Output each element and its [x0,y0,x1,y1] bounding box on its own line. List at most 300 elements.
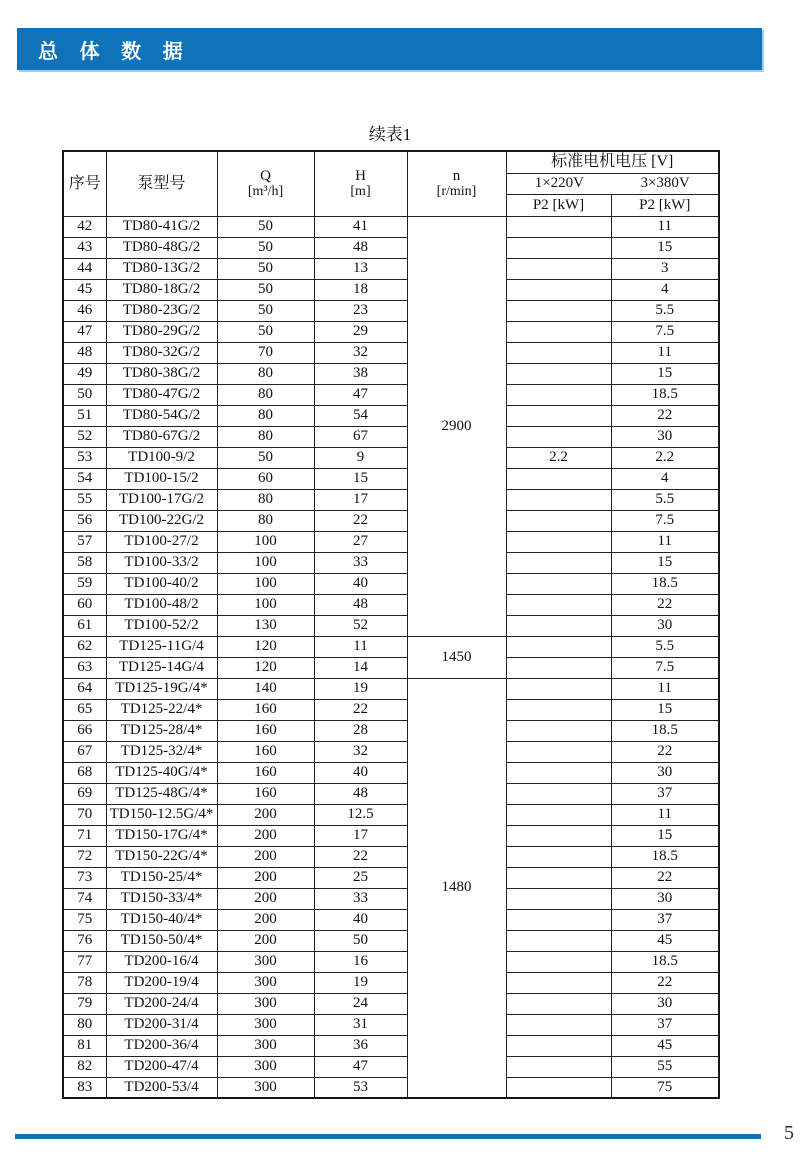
q-cell: 300 [217,972,314,993]
table-row [63,615,719,636]
voltage-220-label: 1×220V [534,175,585,192]
p2-220-cell [506,909,611,930]
pump-model-cell: TD80-23G/2 [106,300,217,321]
row-no-cell: 45 [63,279,106,300]
h-unit: [m] [350,184,371,200]
p2-380-cell: 3 [611,258,719,279]
p2-220-header: P2 [kW] [506,194,611,216]
page-number: 5 [784,1122,794,1144]
h-cell: 14 [314,657,407,678]
row-no-cell: 47 [63,321,106,342]
table-row [63,1056,719,1077]
row-no-cell: 78 [63,972,106,993]
table-row [63,531,719,552]
row-no-cell: 60 [63,594,106,615]
row-no-cell: 69 [63,783,106,804]
q-cell: 80 [217,363,314,384]
p2-380-cell: 45 [611,1035,719,1056]
h-cell: 28 [314,720,407,741]
pump-model-cell: TD125-48G/4* [106,783,217,804]
table-row [63,699,719,720]
p2-380-cell: 30 [611,762,719,783]
h-cell: 32 [314,741,407,762]
p2-380-cell: 15 [611,825,719,846]
pump-model-cell: TD125-22/4* [106,699,217,720]
row-no-cell: 66 [63,720,106,741]
table-caption: 续表1 [368,125,412,144]
p2-220-cell [506,657,611,678]
pump-model-cell: TD125-28/4* [106,720,217,741]
p2-380-cell: 11 [611,804,719,825]
table-row [63,1035,719,1056]
p2-220-cell [506,930,611,951]
pump-model-cell: TD150-40/4* [106,909,217,930]
pump-data-table [62,150,720,1099]
pump-model-cell: TD200-16/4 [106,951,217,972]
table-row [63,321,719,342]
q-cell: 200 [217,930,314,951]
p2-220-cell: 2.2 [506,447,611,468]
h-cell: 52 [314,615,407,636]
h-cell: 18 [314,279,407,300]
q-cell: 200 [217,867,314,888]
row-no-cell: 58 [63,552,106,573]
h-cell: 48 [314,237,407,258]
pump-model-cell: TD200-24/4 [106,993,217,1014]
table-row [63,825,719,846]
q-cell: 120 [217,657,314,678]
h-cell: 36 [314,1035,407,1056]
pump-model-cell: TD125-19G/4* [106,678,217,699]
row-no-cell: 67 [63,741,106,762]
n-symbol: n [452,167,461,184]
h-cell: 40 [314,573,407,594]
h-cell: 13 [314,258,407,279]
h-cell: 12.5 [314,804,407,825]
row-no-cell: 54 [63,468,106,489]
h-cell: 48 [314,783,407,804]
h-cell: 41 [314,216,407,237]
p2-380-cell: 18.5 [611,846,719,867]
table-row [63,552,719,573]
pump-model-cell: TD100-17G/2 [106,489,217,510]
q-cell: 200 [217,804,314,825]
row-no-cell: 59 [63,573,106,594]
q-cell: 80 [217,510,314,531]
h-cell: 19 [314,678,407,699]
p2-380-cell: 45 [611,930,719,951]
q-cell: 300 [217,1035,314,1056]
p2-220-cell [506,720,611,741]
q-cell: 160 [217,699,314,720]
pump-model-cell: TD200-53/4 [106,1077,217,1098]
row-no-cell: 48 [63,342,106,363]
table-row [63,300,719,321]
pump-model-cell: TD150-22G/4* [106,846,217,867]
table-row [63,804,719,825]
h-cell: 17 [314,825,407,846]
h-cell: 54 [314,405,407,426]
pump-model-cell: TD100-15/2 [106,468,217,489]
table-row [63,867,719,888]
row-no-cell: 56 [63,510,106,531]
p2-220-cell [506,678,611,699]
table-row [63,930,719,951]
voltage-380-label: 3×380V [640,175,690,192]
p2-220-cell [506,846,611,867]
pump-model-cell: TD80-32G/2 [106,342,217,363]
row-no-cell: 46 [63,300,106,321]
q-cell: 50 [217,321,314,342]
p2-380-cell: 22 [611,594,719,615]
p2-380-cell: 55 [611,1056,719,1077]
p2-380-header: P2 [kW] [611,194,719,216]
p2-220-cell [506,489,611,510]
q-cell: 160 [217,741,314,762]
p2-220-cell [506,867,611,888]
q-cell: 80 [217,489,314,510]
p2-380-cell: 18.5 [611,720,719,741]
row-no-cell: 42 [63,216,106,237]
pump-model-cell: TD80-41G/2 [106,216,217,237]
p2-380-cell: 7.5 [611,510,719,531]
row-no-cell: 83 [63,1077,106,1098]
pump-model-cell: TD150-50/4* [106,930,217,951]
pump-model-cell: TD100-40/2 [106,573,217,594]
p2-220-cell [506,363,611,384]
table-row [63,657,719,678]
pump-model-cell: TD80-48G/2 [106,237,217,258]
pump-model-cell: TD100-27/2 [106,531,217,552]
p2-220-cell [506,636,611,657]
table-row [63,1077,719,1098]
q-cell: 200 [217,825,314,846]
p2-380-cell: 18.5 [611,951,719,972]
q-cell: 200 [217,846,314,867]
table-row [63,636,719,657]
col-header-q [217,151,314,216]
h-cell: 50 [314,930,407,951]
p2-220-cell [506,699,611,720]
row-no-cell: 57 [63,531,106,552]
q-cell: 70 [217,342,314,363]
q-symbol: Q [260,167,271,184]
p2-220-cell [506,216,611,237]
q-cell: 50 [217,279,314,300]
table-row [63,993,719,1014]
p2-380-cell: 22 [611,405,719,426]
row-no-cell: 70 [63,804,106,825]
p2-380-cell: 7.5 [611,657,719,678]
h-cell: 47 [314,384,407,405]
col-header-no: 序号 [63,151,106,216]
q-cell: 160 [217,762,314,783]
pump-model-cell: TD125-11G/4 [106,636,217,657]
p2-380-cell: 18.5 [611,573,719,594]
h-cell: 16 [314,951,407,972]
row-no-cell: 75 [63,909,106,930]
p2-220-cell [506,237,611,258]
row-no-cell: 49 [63,363,106,384]
row-no-cell: 79 [63,993,106,1014]
p2-380-cell: 2.2 [611,447,719,468]
p2-220-cell [506,993,611,1014]
h-cell: 9 [314,447,407,468]
p2-380-cell: 15 [611,237,719,258]
h-cell: 53 [314,1077,407,1098]
table-row [63,909,719,930]
table-row [63,720,719,741]
q-cell: 50 [217,447,314,468]
pump-model-cell: TD100-48/2 [106,594,217,615]
p2-380-cell: 37 [611,1014,719,1035]
table-row [63,573,719,594]
h-cell: 15 [314,468,407,489]
row-no-cell: 77 [63,951,106,972]
q-cell: 200 [217,909,314,930]
pump-model-cell: TD80-38G/2 [106,363,217,384]
row-no-cell: 51 [63,405,106,426]
p2-380-cell: 11 [611,342,719,363]
pump-model-cell: TD100-9/2 [106,447,217,468]
q-cell: 130 [217,615,314,636]
table-row [63,258,719,279]
h-cell: 24 [314,993,407,1014]
p2-380-cell: 22 [611,867,719,888]
p2-220-cell [506,1035,611,1056]
p2-220-cell [506,405,611,426]
row-no-cell: 80 [63,1014,106,1035]
p2-380-cell: 5.5 [611,636,719,657]
p2-380-cell: 18.5 [611,384,719,405]
n-unit: [r/min] [436,184,477,200]
h-cell: 40 [314,909,407,930]
p2-380-cell: 22 [611,741,719,762]
row-no-cell: 64 [63,678,106,699]
table-row [63,405,719,426]
table-row [63,342,719,363]
p2-220-cell [506,615,611,636]
p2-220-cell [506,1077,611,1098]
q-cell: 50 [217,300,314,321]
table-row [63,468,719,489]
h-cell: 32 [314,342,407,363]
h-cell: 48 [314,594,407,615]
table-row [63,510,719,531]
h-cell: 11 [314,636,407,657]
pump-model-cell: TD100-22G/2 [106,510,217,531]
q-cell: 80 [217,426,314,447]
q-cell: 160 [217,720,314,741]
n-cell: 2900 [407,216,506,636]
p2-380-cell: 11 [611,531,719,552]
pump-model-cell: TD200-31/4 [106,1014,217,1035]
row-no-cell: 82 [63,1056,106,1077]
q-cell: 300 [217,951,314,972]
h-cell: 27 [314,531,407,552]
q-cell: 50 [217,216,314,237]
h-cell: 33 [314,552,407,573]
table-row [63,846,719,867]
pump-model-cell: TD80-18G/2 [106,279,217,300]
p2-380-cell: 30 [611,615,719,636]
pump-model-cell: TD150-17G/4* [106,825,217,846]
pump-model-cell: TD150-25/4* [106,867,217,888]
row-no-cell: 72 [63,846,106,867]
p2-220-cell [506,342,611,363]
row-no-cell: 65 [63,699,106,720]
p2-220-cell [506,384,611,405]
row-no-cell: 73 [63,867,106,888]
pump-model-cell: TD125-14G/4 [106,657,217,678]
footer-rule [15,1134,761,1139]
q-cell: 120 [217,636,314,657]
h-cell: 33 [314,888,407,909]
p2-380-cell: 30 [611,426,719,447]
q-cell: 80 [217,384,314,405]
p2-220-cell [506,762,611,783]
q-cell: 100 [217,531,314,552]
row-no-cell: 62 [63,636,106,657]
table-row [63,1014,719,1035]
p2-380-cell: 7.5 [611,321,719,342]
p2-220-cell [506,951,611,972]
h-cell: 38 [314,363,407,384]
table-row [63,783,719,804]
h-cell: 22 [314,846,407,867]
table-row [63,237,719,258]
pump-model-cell: TD100-52/2 [106,615,217,636]
table-row [63,489,719,510]
pump-model-cell: TD125-32/4* [106,741,217,762]
table-row [63,216,719,237]
q-cell: 300 [217,1077,314,1098]
h-cell: 22 [314,699,407,720]
row-no-cell: 53 [63,447,106,468]
p2-380-cell: 4 [611,468,719,489]
row-no-cell: 44 [63,258,106,279]
table-row [63,678,719,699]
q-cell: 100 [217,573,314,594]
q-cell: 140 [217,678,314,699]
p2-380-cell: 30 [611,993,719,1014]
p2-380-cell: 15 [611,552,719,573]
row-no-cell: 74 [63,888,106,909]
header-row-1 [63,151,719,173]
q-cell: 100 [217,552,314,573]
h-cell: 22 [314,510,407,531]
table-row [63,741,719,762]
h-cell: 17 [314,489,407,510]
row-no-cell: 43 [63,237,106,258]
table-row [63,279,719,300]
table-row [63,594,719,615]
row-no-cell: 76 [63,930,106,951]
p2-380-cell: 5.5 [611,300,719,321]
p2-220-cell [506,1056,611,1077]
h-cell: 31 [314,1014,407,1035]
p2-220-cell [506,783,611,804]
pump-model-cell: TD200-47/4 [106,1056,217,1077]
col-header-voltage-group: 标准电机电压 [V] [506,151,719,173]
p2-220-cell [506,573,611,594]
row-no-cell: 52 [63,426,106,447]
q-cell: 100 [217,594,314,615]
p2-380-cell: 37 [611,909,719,930]
p2-380-cell: 4 [611,279,719,300]
q-cell: 200 [217,888,314,909]
h-cell: 40 [314,762,407,783]
q-unit: [m³/h] [247,184,284,200]
q-cell: 60 [217,468,314,489]
h-cell: 23 [314,300,407,321]
p2-220-cell [506,552,611,573]
table-row [63,972,719,993]
p2-220-cell [506,510,611,531]
pump-model-cell: TD80-13G/2 [106,258,217,279]
pump-model-cell: TD200-19/4 [106,972,217,993]
p2-220-cell [506,531,611,552]
col-header-model: 泵型号 [106,151,217,216]
pump-model-cell: TD80-54G/2 [106,405,217,426]
p2-380-cell: 5.5 [611,489,719,510]
table-row [63,762,719,783]
p2-380-cell: 11 [611,216,719,237]
q-cell: 50 [217,258,314,279]
voltage-subheader [506,173,719,194]
q-cell: 300 [217,993,314,1014]
p2-380-cell: 37 [611,783,719,804]
table-row [63,363,719,384]
pump-model-cell: TD80-67G/2 [106,426,217,447]
p2-380-cell: 15 [611,699,719,720]
q-cell: 300 [217,1014,314,1035]
table-row [63,426,719,447]
pump-model-cell: TD150-12.5G/4* [106,804,217,825]
table-row [63,888,719,909]
p2-380-cell: 15 [611,363,719,384]
h-cell: 29 [314,321,407,342]
col-header-n [407,151,506,216]
h-cell: 19 [314,972,407,993]
p2-220-cell [506,300,611,321]
col-header-h [314,151,407,216]
pump-model-cell: TD80-47G/2 [106,384,217,405]
p2-220-cell [506,888,611,909]
q-cell: 80 [217,405,314,426]
pump-model-cell: TD80-29G/2 [106,321,217,342]
p2-220-cell [506,594,611,615]
p2-220-cell [506,825,611,846]
table-row [63,384,719,405]
pump-model-cell: TD125-40G/4* [106,762,217,783]
table-row [63,951,719,972]
p2-380-cell: 11 [611,678,719,699]
p2-220-cell [506,804,611,825]
q-cell: 50 [217,237,314,258]
h-cell: 67 [314,426,407,447]
q-cell: 160 [217,783,314,804]
row-no-cell: 71 [63,825,106,846]
p2-220-cell [506,426,611,447]
p2-220-cell [506,1014,611,1035]
p2-380-cell: 75 [611,1077,719,1098]
pump-model-cell: TD100-33/2 [106,552,217,573]
p2-220-cell [506,258,611,279]
table-row [63,447,719,468]
row-no-cell: 61 [63,615,106,636]
section-banner [17,28,762,70]
